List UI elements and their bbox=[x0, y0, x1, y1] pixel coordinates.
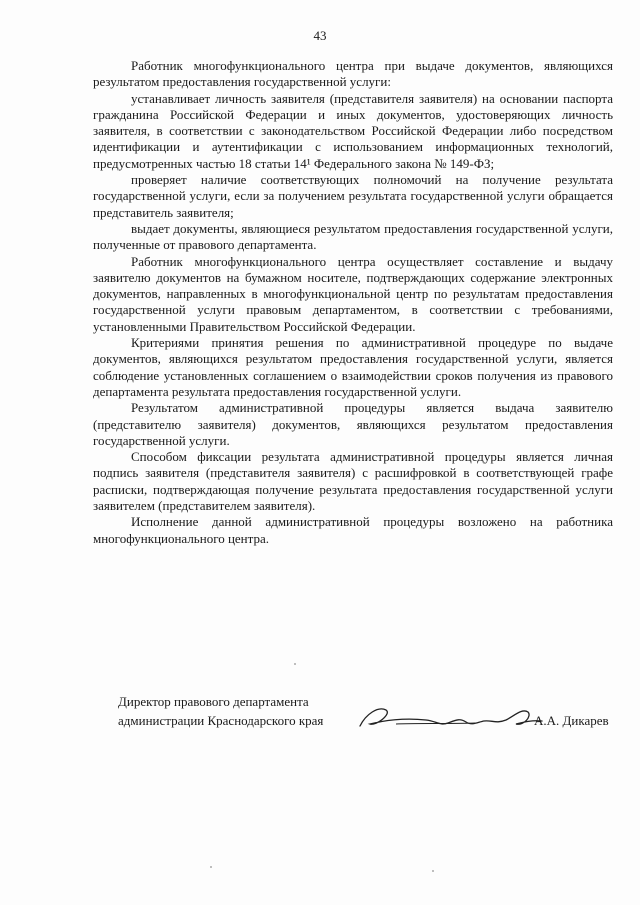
paragraph: устанавливает личность заявителя (представителя заявителя) на основании паспорта гражданина Российской Федерации и иных документов, удостоверяющих личность заявителя, в соответствии с законодательством Российской Федерации либо посредством идентификации и аутентификации с использованием информационных технологий, предусмотренных частью 18 статьи 14¹ Федерального закона № 149-ФЗ; bbox=[93, 90, 613, 171]
signatory-name: А.А. Дикарев bbox=[534, 713, 609, 728]
scan-speck bbox=[210, 866, 212, 868]
paragraph: Способом фиксации результата административной процедуры является личная подпись заявителя (представителя заявителя) с расшифровкой в соответствующей графе расписки, подтверждающая получение результата предоставления государственной услуги заявителем (представителем заявителя). bbox=[93, 449, 613, 514]
scan-speck bbox=[294, 663, 296, 665]
paragraph: Работник многофункционального центра при выдаче документов, являющихся результатом предоставления государственной услуги: bbox=[93, 58, 613, 90]
paragraph: Критериями принятия решения по административной процедуре по выдаче документов, являющихся результатом предоставления государственной услуги, является соблюдение установленных соглашением о взаимодействии сроков получения из правового департамента результата предоставления государственной услуги. bbox=[93, 335, 613, 399]
paragraph: Работник многофункционального центра осуществляет составление и выдачу заявителю документов на бумажном носителе, подтверждающих содержание электронных документов, направленных в многофункциональной центр по результатам предоставления государственной услуги правовым департаментом, в соответствии с требованиями, установленными Правительством Российской Федерации. bbox=[93, 253, 613, 334]
paragraph: Исполнение данной административной процедуры возложено на работника многофункционального центра. bbox=[93, 514, 613, 546]
signatory-title-line: Директор правового департамента bbox=[118, 694, 309, 709]
paragraph: проверяет наличие соответствующих полномочий на получение результата государственной услуги, если за получением результата государственной услуги обращается представитель заявителя; bbox=[93, 172, 613, 220]
signatory-title bbox=[118, 692, 378, 730]
document-body bbox=[93, 58, 613, 547]
signatory-title-line: администрации Краснодарского края bbox=[118, 713, 324, 728]
handwritten-signature bbox=[356, 696, 546, 736]
paragraph: выдает документы, являющиеся результатом предоставления государственной услуги, полученные от правового департамента. bbox=[93, 220, 613, 253]
page-number: 43 bbox=[313, 28, 327, 43]
scan-speck bbox=[432, 870, 434, 872]
paragraph: Результатом административной процедуры является выдача заявителю (представителю заявителя) документов, являющихся результатом предоставления государственной услуги. bbox=[93, 400, 613, 448]
